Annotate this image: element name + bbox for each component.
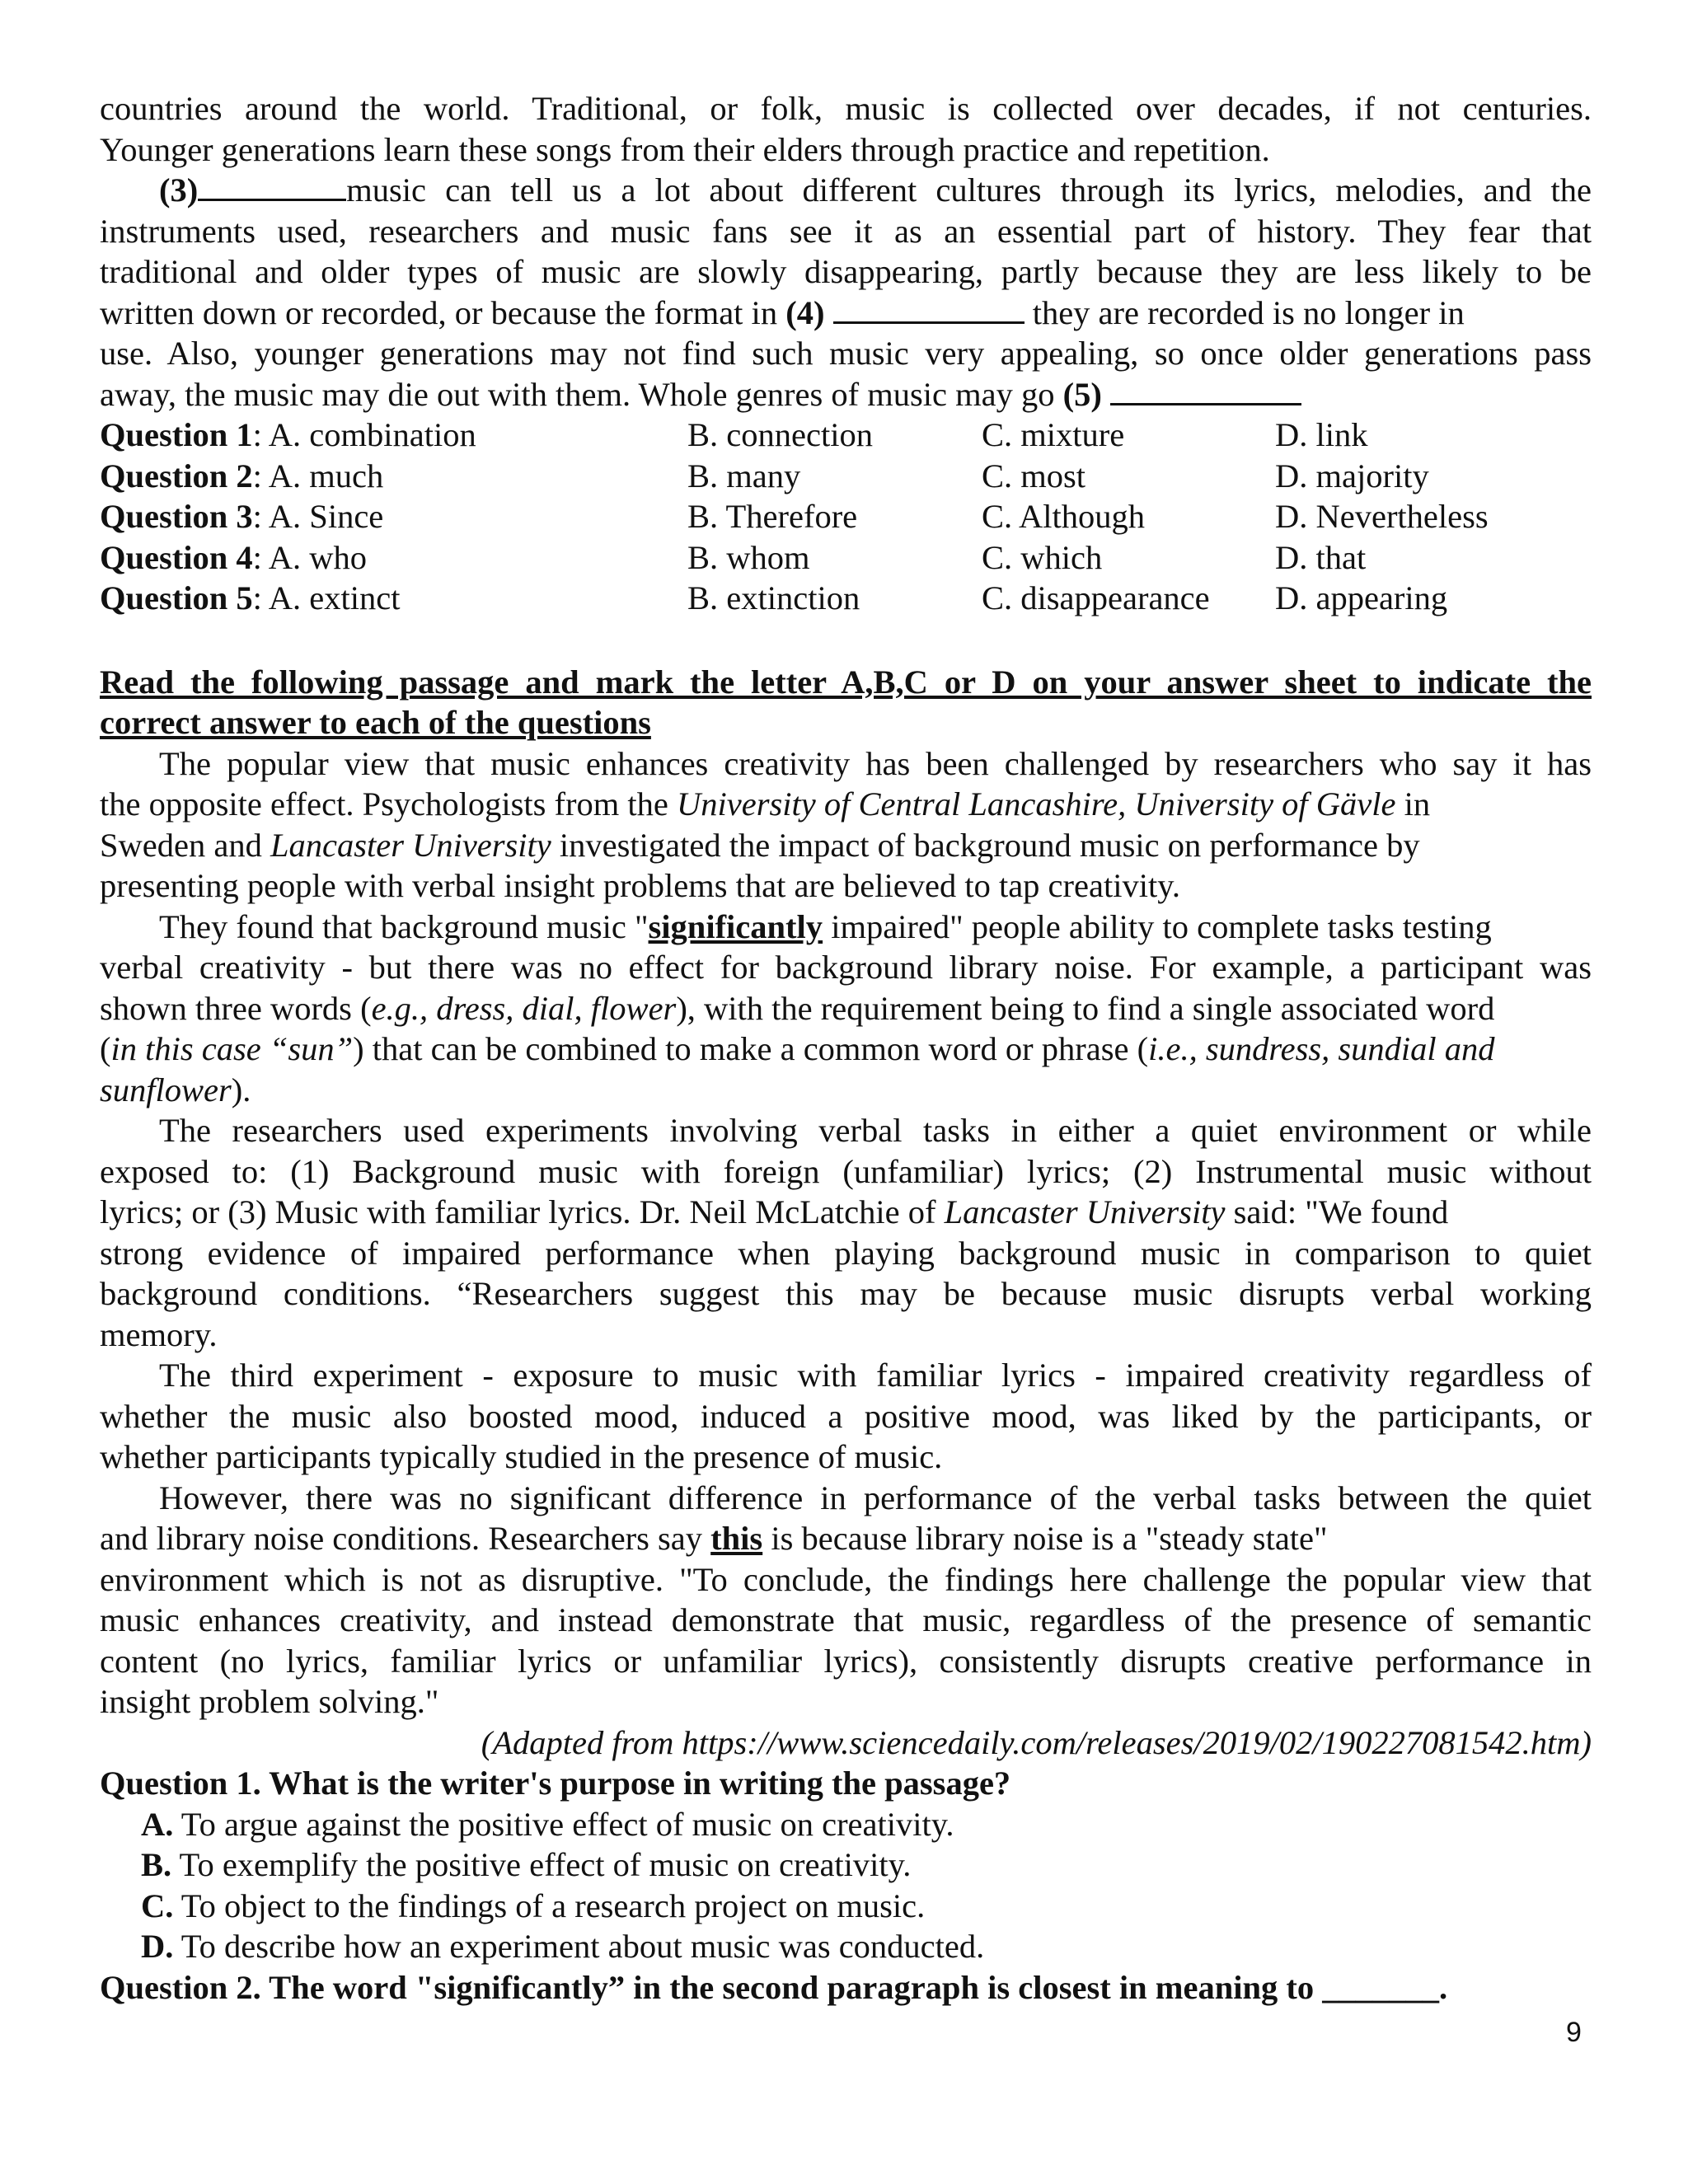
instruction-line: correct answer to each of the questions bbox=[100, 704, 651, 741]
document-page bbox=[100, 88, 1592, 2008]
passage-line: (3) music can tell us a lot about different cultures through its lyrics, melodies, and the bbox=[159, 171, 1592, 209]
option-b[interactable]: B. extinction bbox=[687, 579, 860, 616]
option-c[interactable]: C. most bbox=[982, 457, 1086, 494]
passage-line: sunflower). bbox=[100, 1071, 251, 1108]
source-citation: (Adapted from https://www.sciencedaily.com/releases/2019/02/190227081542.htm) bbox=[481, 1723, 1592, 1761]
passage-line: They found that background music "significantly impaired" people ability to complete tasks testing bbox=[159, 907, 1492, 945]
question-row: Question 3: A. Since B. Therefore C. Although D. Nevertheless bbox=[100, 496, 1592, 537]
passage-line: memory. bbox=[100, 1315, 218, 1353]
passage-line: shown three words (e.g., dress, dial, flower), with the requirement being to find a single associated word bbox=[100, 989, 1495, 1027]
page-number: 9 bbox=[1566, 2017, 1582, 2048]
reading-passage bbox=[100, 743, 1592, 1764]
option-d[interactable]: D. majority bbox=[1275, 457, 1429, 494]
passage-line: verbal creativity - but there was no effect for background library noise. For example, a participant was bbox=[100, 949, 1592, 986]
passage-line: use. Also, younger generations may not find such music very appealing, so once older generations pass bbox=[100, 335, 1592, 372]
passage-line: and library noise conditions. Researchers say this is because library noise is a "steady state" bbox=[100, 1520, 1328, 1557]
passage-line: music enhances creativity, and instead demonstrate that music, regardless of the presence of semantic bbox=[100, 1601, 1592, 1638]
passage-line: instruments used, researchers and music fans see it as an essential part of history. They fear that bbox=[100, 212, 1592, 250]
passage-line: exposed to: (1) Background music with foreign (unfamiliar) lyrics; (2) Instrumental music without bbox=[100, 1152, 1592, 1190]
question-row: Question 2: A. much B. many C. most D. majority bbox=[100, 456, 1592, 497]
answer-option[interactable]: C. To object to the findings of a research project on music. bbox=[141, 1886, 926, 1924]
passage-line: Sweden and Lancaster University investigated the impact of background music on performance by bbox=[100, 826, 1420, 864]
option-c[interactable]: C. Although bbox=[982, 498, 1146, 535]
passage-line: traditional and older types of music are slowly disappearing, partly because they are less likely to be bbox=[100, 253, 1592, 290]
passage-line: However, there was no significant difference in performance of the verbal tasks between the quiet bbox=[159, 1479, 1592, 1516]
answer-blank bbox=[833, 321, 1025, 324]
option-a[interactable]: : A. who bbox=[252, 538, 368, 576]
passage-line: presenting people with verbal insight problems that are believed to tap creativity. bbox=[100, 867, 1180, 904]
passage-line: (in this case “sun”) that can be combined to make a common word or phrase (i.e., sundress, sundial and bbox=[100, 1030, 1495, 1067]
answer-option[interactable]: B. To exemplify the positive effect of music on creativity. bbox=[141, 1846, 912, 1883]
option-c[interactable]: C. mixture bbox=[982, 416, 1125, 453]
instruction-line: Read the following passage and mark the letter A,B,C or D on your answer sheet to indicate the bbox=[100, 663, 1592, 701]
passage-line: away, the music may die out with them. Whole genres of music may go (5) bbox=[100, 374, 1592, 415]
question-row: Question 4: A. who B. whom C. which D. that bbox=[100, 537, 1592, 579]
passage-line: the opposite effect. Psychologists from the University of Central Lancashire, University of Gävle in bbox=[100, 785, 1431, 823]
option-b[interactable]: B. connection bbox=[687, 416, 873, 453]
option-c[interactable]: C. which bbox=[982, 538, 1103, 576]
passage-line: strong evidence of impaired performance when playing background music in comparison to quiet bbox=[100, 1234, 1592, 1272]
cloze-passage bbox=[100, 88, 1592, 415]
passage-line: The researchers used experiments involving verbal tasks in either a quiet environment or while bbox=[159, 1112, 1592, 1149]
cloze-questions bbox=[100, 415, 1592, 619]
question-text: Question 2. The word "significantly” in the second paragraph is closest in meaning to _______. bbox=[100, 1968, 1448, 2006]
passage-line: lyrics; or (3) Music with familiar lyrics. Dr. Neil McLatchie of Lancaster University said: "We found bbox=[100, 1193, 1449, 1230]
section-instruction bbox=[100, 662, 1592, 743]
answer-blank bbox=[198, 198, 346, 201]
passage-line: The third experiment - exposure to music with familiar lyrics - impaired creativity regardless of bbox=[159, 1357, 1592, 1394]
blank-number: (5) bbox=[1062, 375, 1102, 413]
answer-option[interactable]: D. To describe how an experiment about music was conducted. bbox=[141, 1928, 985, 1965]
passage-line: environment which is not as disruptive. "To conclude, the findings here challenge the popular view that bbox=[100, 1560, 1592, 1598]
question-row: Question 1: A. combination B. connection C. mixture D. link bbox=[100, 415, 1592, 456]
blank-number: (4) bbox=[785, 293, 825, 331]
option-a[interactable]: : A. extinct bbox=[252, 579, 401, 616]
option-b[interactable]: B. many bbox=[687, 457, 801, 494]
passage-line: insight problem solving." bbox=[100, 1683, 439, 1720]
passage-line: Younger generations learn these songs from their elders through practice and repetition. bbox=[100, 130, 1270, 168]
option-c[interactable]: C. disappearance bbox=[982, 579, 1210, 616]
question-text: Question 1. What is the writer's purpose in writing the passage? bbox=[100, 1765, 1011, 1802]
answer-blank bbox=[1110, 402, 1301, 405]
passage-line: background conditions. “Researchers suggest this may be because music disrupts verbal working bbox=[100, 1275, 1592, 1312]
option-b[interactable]: B. Therefore bbox=[687, 498, 858, 535]
highlighted-word: this bbox=[710, 1520, 763, 1557]
passage-line: content (no lyrics, familiar lyrics or unfamiliar lyrics), consistently disrupts creative performance in bbox=[100, 1642, 1592, 1680]
comprehension-questions bbox=[100, 1763, 1592, 2008]
option-d[interactable]: D. Nevertheless bbox=[1275, 498, 1489, 535]
highlighted-word: significantly bbox=[648, 907, 823, 945]
passage-line: whether participants typically studied in the presence of music. bbox=[100, 1438, 943, 1475]
passage-line: written down or recorded, or because the format in (4) they are recorded is no longer in bbox=[100, 293, 1465, 331]
option-a[interactable]: : A. Since bbox=[252, 498, 384, 535]
option-a[interactable]: : A. much bbox=[252, 457, 384, 494]
passage-line: countries around the world. Traditional, or folk, music is collected over decades, if not centuries. bbox=[100, 90, 1592, 127]
answer-option[interactable]: A. To argue against the positive effect of music on creativity. bbox=[141, 1805, 954, 1843]
passage-line: whether the music also boosted mood, induced a positive mood, was liked by the participants, or bbox=[100, 1397, 1592, 1435]
blank-number: (3) bbox=[159, 171, 199, 209]
option-d[interactable]: D. link bbox=[1275, 416, 1368, 453]
option-a[interactable]: : A. combination bbox=[252, 416, 476, 453]
passage-line: The popular view that music enhances creativity has been challenged by researchers who say it has bbox=[159, 744, 1592, 782]
option-b[interactable]: B. whom bbox=[687, 538, 810, 576]
question-row: Question 5: A. extinct B. extinction C. disappearance D. appearing bbox=[100, 578, 1592, 619]
option-d[interactable]: D. appearing bbox=[1275, 579, 1448, 616]
option-d[interactable]: D. that bbox=[1275, 538, 1367, 576]
